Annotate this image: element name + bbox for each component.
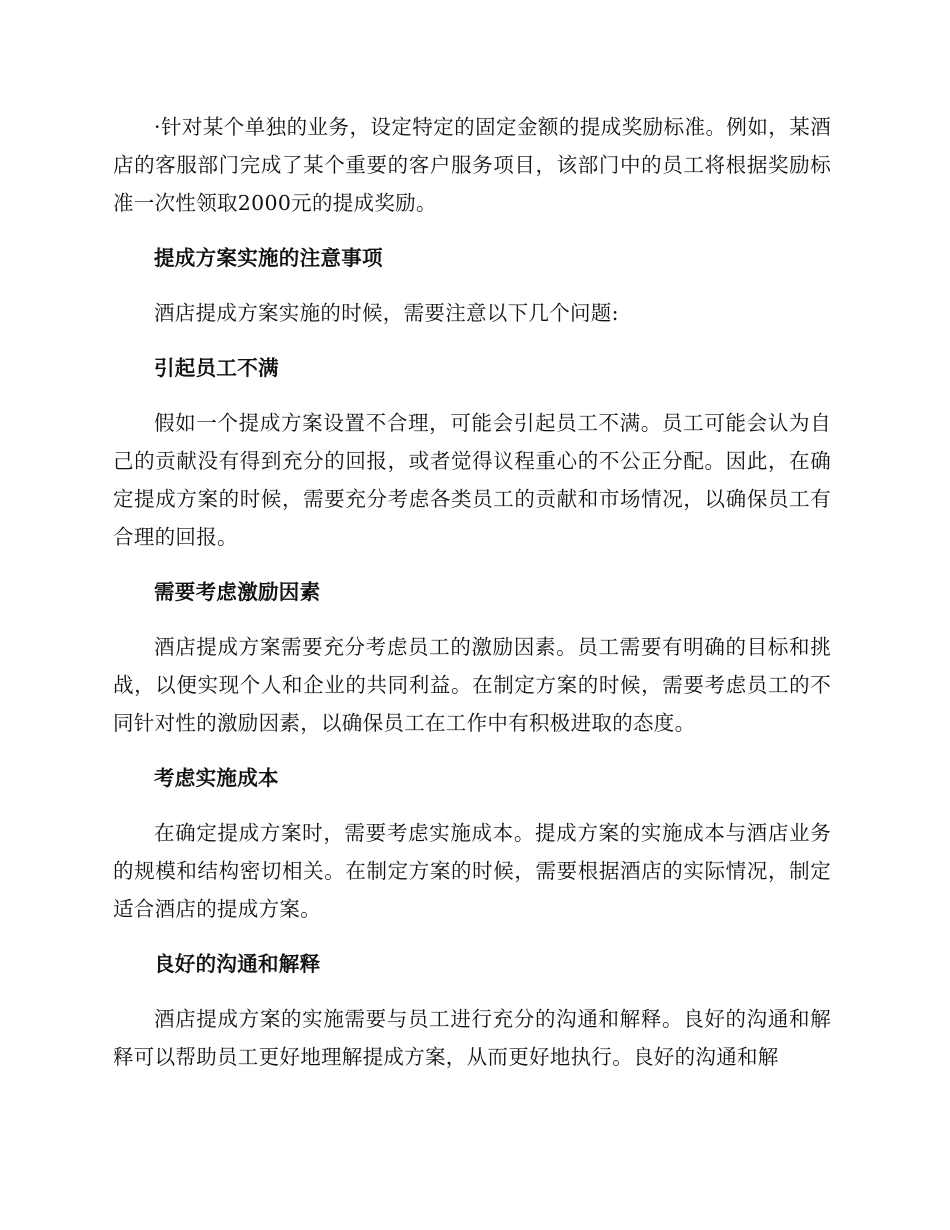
heading-implementation-notes: 提成方案实施的注意事项 [154, 246, 383, 270]
heading-employee-dissatisfaction: 引起员工不满 [154, 356, 279, 380]
paragraph-implementation-cost: 在确定提成方案时，需要考虑实施成本。提成方案的实施成本与酒店业务的规模和结构密切相关。在制定方案的时候，需要根据酒店的实际情况，制定适合酒店的提成方案。 [113, 821, 831, 921]
paragraph-communication: 酒店提成方案的实施需要与员工进行充分的沟通和解释。良好的沟通和解释可以帮助员工更好地理解提成方案，从而更好地执行。良好的沟通和解 [113, 1007, 831, 1069]
paragraph-fixed-reward: ·针对某个单独的业务，设定特定的固定金额的提成奖励标准。例如，某酒店的客服部门完成了某个重要的客户服务项目，该部门中的员工将根据奖励标准一次性领取2000元的提成奖励。 [113, 115, 831, 215]
heading-communication: 良好的沟通和解释 [154, 952, 321, 976]
heading-incentive-factors: 需要考虑激励因素 [154, 580, 321, 604]
document-body [113, 108, 831, 1093]
heading-implementation-cost: 考虑实施成本 [154, 766, 279, 790]
paragraph-incentive-factors: 酒店提成方案需要充分考虑员工的激励因素。员工需要有明确的目标和挑战，以便实现个人和企业的共同利益。在制定方案的时候，需要考虑员工的不同针对性的激励因素，以确保员工在工作中有积极进取的态度。 [113, 635, 831, 735]
paragraph-intro-issues: 酒店提成方案实施的时候，需要注意以下几个问题: [154, 301, 619, 325]
paragraph-employee-dissatisfaction: 假如一个提成方案设置不合理，可能会引起员工不满。员工可能会认为自己的贡献没有得到充分的回报，或者觉得议程重心的不公正分配。因此，在确定提成方案的时候，需要充分考虑各类员工的贡献和市场情况，以确保员工有合理的回报。 [113, 411, 831, 549]
